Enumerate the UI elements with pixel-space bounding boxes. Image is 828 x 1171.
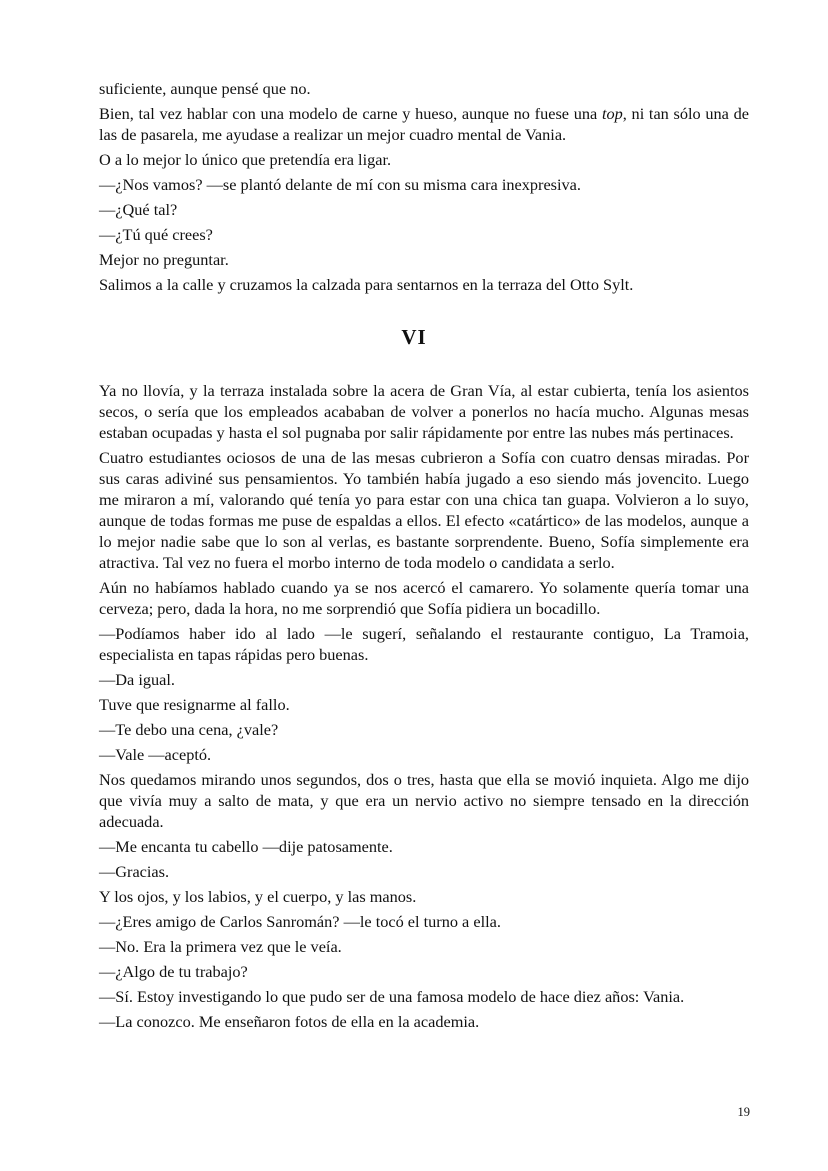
- dialogue-line: —Podíamos haber ido al lado —le sugerí, señalando el restaurante contiguo, La Tramoia, especialista en tapas rápidas pero buenas.: [99, 624, 749, 664]
- paragraph: Aún no habíamos hablado cuando ya se nos acercó el camarero. Yo solamente quería tomar una cerveza; pero, dada la hora, no me sorprendió que Sofía pidiera un bocadillo.: [99, 578, 749, 618]
- dialogue-line: —¿Algo de tu trabajo?: [99, 962, 248, 981]
- dialogue-line: —Gracias.: [99, 862, 170, 881]
- dialogue-line: —¿Nos vamos? —se plantó delante de mí con su misma cara inexpresiva.: [99, 175, 581, 194]
- text-fragment: , ni tan sólo una de las de pasarela, me ayudase a realizar un mejor cuadro mental de Vania.: [99, 104, 749, 144]
- paragraph: suficiente, aunque pensé que no.: [99, 79, 311, 98]
- paragraph-with-italic: [99, 103, 749, 145]
- paragraph: Mejor no preguntar.: [99, 250, 229, 269]
- paragraph: Nos quedamos mirando unos segundos, dos o tres, hasta que ella se movió inquieta. Algo me dijo que vivía muy a salto de mata, y que era un nervio activo no siempre tensado en la dirección adecuada.: [99, 770, 749, 831]
- dialogue-line: —No. Era la primera vez que le veía.: [99, 937, 342, 956]
- paragraph: O a lo mejor lo único que pretendía era ligar.: [99, 150, 392, 169]
- dialogue-line: —Sí. Estoy investigando lo que pudo ser de una famosa modelo de hace diez años: Vania.: [99, 987, 685, 1006]
- dialogue-line: —Vale —aceptó.: [99, 745, 212, 764]
- top-text-block: [99, 78, 749, 299]
- text-fragment: Bien, tal vez hablar con una modelo de carne y hueso, aunque no fuese una: [99, 104, 602, 123]
- paragraph: Salimos a la calle y cruzamos la calzada para sentarnos en la terraza del Otto Sylt.: [99, 275, 634, 294]
- chapter-heading: VI: [401, 325, 427, 349]
- page-number: 19: [737, 1105, 750, 1119]
- dialogue-line: —Da igual.: [99, 670, 175, 689]
- dialogue-line: —¿Eres amigo de Carlos Sanromán? —le tocó el turno a ella.: [99, 912, 501, 931]
- dialogue-line: —Me encanta tu cabello —dije patosamente.: [99, 837, 393, 856]
- paragraph: Y los ojos, y los labios, y el cuerpo, y las manos.: [99, 887, 417, 906]
- paragraph: Ya no llovía, y la terraza instalada sobre la acera de Gran Vía, al estar cubierta, tenía los asientos secos, o sería que los empleados acababan de volver a ponerlos no hacía mucho. Algunas mesas estaban ocupadas y hasta el sol pugnaba por salir rápidamente por entre las nubes más pertinaces.: [99, 381, 749, 442]
- dialogue-line: —Te debo una cena, ¿vale?: [99, 720, 279, 739]
- dialogue-line: —La conozco. Me enseñaron fotos de ella en la academia.: [99, 1012, 480, 1031]
- italic-word: top: [601, 104, 623, 123]
- dialogue-line: —¿Tú qué crees?: [99, 225, 213, 244]
- paragraph: Cuatro estudiantes ociosos de una de las mesas cubrieron a Sofía con cuatro densas miradas. Por sus caras adiviné sus pensamientos. Yo también había jugado a eso siendo más jovencito. Luego me miraron a mí, valorando qué tenía yo para estar con una chica tan guapa. Volvieron a lo suyo, aunque de todas formas me puse de espaldas a ellos. El efecto «catártico» de las modelos, aunque a lo mejor nadie sabe que lo son al verlas, es bastante sorprendente. Bueno, Sofía simplemente era atractiva. Tal vez no fuera el morbo interno de toda modelo o candidata a serlo.: [99, 448, 749, 572]
- chapter-text-block: [99, 380, 749, 1036]
- dialogue-line: —¿Qué tal?: [99, 200, 178, 219]
- paragraph: Tuve que resignarme al fallo.: [99, 695, 290, 714]
